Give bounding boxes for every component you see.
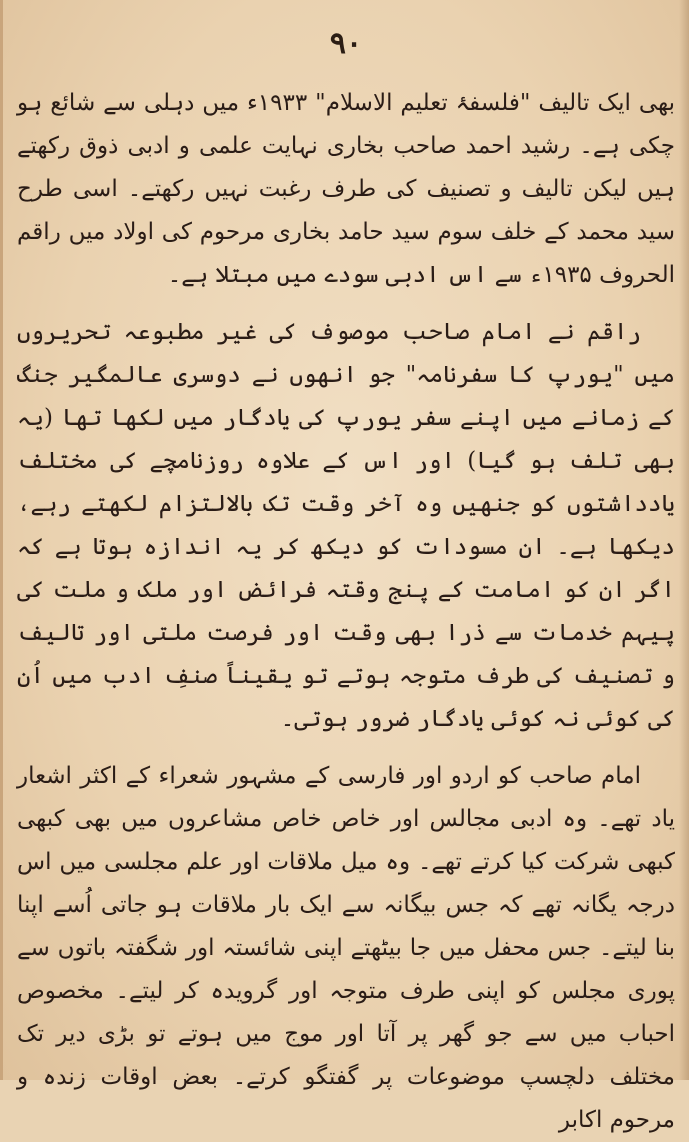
page-spine-shadow — [679, 0, 689, 1080]
paragraph-2: راقم نے امام صاحب موصوف کی غیر مطبوعہ تحریروں میں "یورپ کا سفرنامہ" جو انھوں نے دوسری عالمگیر جنگ کے زمانے میں اپنے سفر یورپ کی یادگار میں لکھا تھا (یہ بھی تلف ہو گیا) اور اس کے علاوہ روزنامچے کی مختلف یادداشتوں کو جنھیں وہ آخر وقت تک بالالتزام لکھتے رہے، دیکھا ہے۔ ان مسودات کو دیکھ کر یہ اندازہ ہوتا ہے کہ اگر ان کو امامت کے پنج وقتہ فرائض اور ملک و ملت کی پیہم خدمات سے ذرا بھی وقت اور فرصت ملتی اور تالیف و تصنیف کی طرف متوجہ ہوتے تو یقیناً صنفِ ادب میں اُن کی کوئی نہ کوئی یادگار ضرور ہوتی۔ — [17, 319, 675, 732]
paragraph-1: بھی ایک تالیف "فلسفۂ تعلیم الاسلام" ۱۹۳۳ء میں دہلی سے شائع ہو چکی ہے۔ رشید احمد صاحب بخاری نہایت علمی و ادبی ذوق رکھتے ہیں لیکن تالیف و تصنیف کی طرف رغبت نہیں رکھتے۔ اسی طرح سید محمد کے خلف سوم سید حامد بخاری مرحوم کی اولاد میں راقم الحروف ۱۹۳۵ء سے اس ادبی سودے میں مبتلا ہے۔ — [17, 90, 675, 288]
paragraph-3: امام صاحب کو اردو اور فارسی کے مشہور شعراء کے اکثر اشعار یاد تھے۔ وہ ادبی مجالس اور خاص خاص مشاعروں میں بھی کبھی کبھی شرکت کیا کرتے تھے۔ وہ میل ملاقات اور علم مجلسی میں اس درجہ یگانہ تھے کہ جس بیگانہ سے ایک بار ملاقات ہو جاتی اُسے اپنا بنا لیتے۔ جس محفل میں جا بیٹھتے اپنی شائستہ اور شگفتہ باتوں سے پوری مجلس کو اپنی طرف متوجہ اور گرویدہ کر لیتے۔ مخصوص احباب میں سے جو گھر پر آتا اور موج میں ہوتے تو بڑی دیر تک مختلف دلچسپ موضوعات پر گفتگو کرتے۔ بعض اوقات زندہ و مرحوم اکابر — [17, 763, 675, 1133]
page-text — [17, 82, 675, 1142]
paragraph-gap — [17, 297, 675, 311]
paragraph-gap — [17, 741, 675, 755]
page-number: ۹۰ — [329, 26, 363, 61]
